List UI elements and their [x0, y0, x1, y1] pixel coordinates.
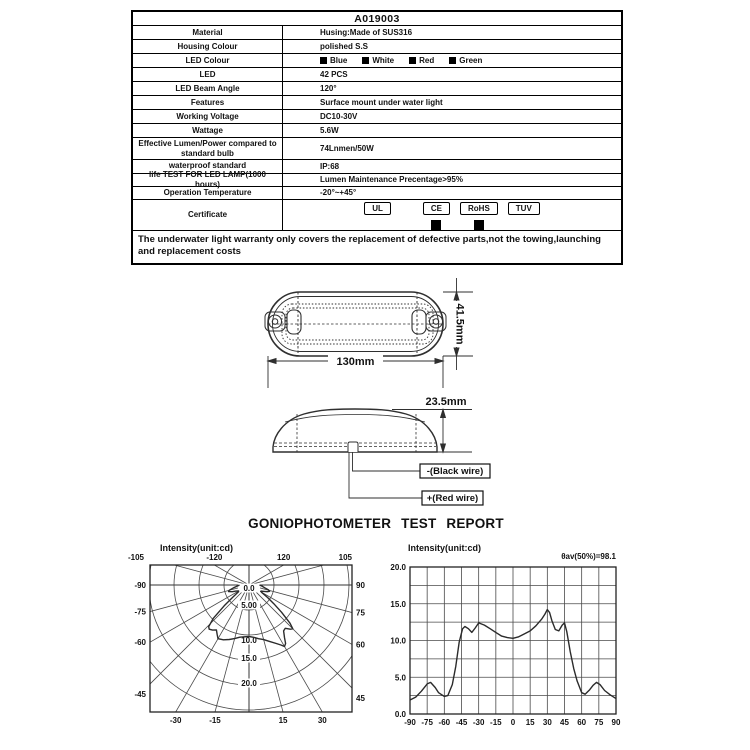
y-axis-labels [390, 563, 406, 719]
svg-text:-15: -15 [490, 718, 502, 727]
spec-label: LED [133, 68, 283, 81]
spec-rows [133, 25, 621, 230]
svg-text:15.0: 15.0 [241, 654, 257, 663]
svg-text:10.0: 10.0 [241, 636, 257, 645]
certificate-group [359, 200, 545, 230]
svg-text:-75: -75 [421, 718, 433, 727]
svg-text:10.0: 10.0 [390, 636, 406, 646]
led-colour-label: Blue [330, 56, 348, 65]
led-colour-option-green [449, 56, 482, 65]
svg-text:75: 75 [594, 718, 604, 727]
spec-label: life TEST FOR LED LAMP(1000 hours) [133, 174, 283, 187]
certificate-checked-mark [474, 220, 484, 230]
svg-text:90: 90 [611, 718, 621, 727]
certificate-item-tuv [508, 202, 540, 230]
side-height-dimension-label: 23.5mm [425, 396, 467, 408]
spec-label: Features [133, 96, 283, 109]
polar-intensity-chart [95, 538, 375, 738]
cartesian-intensity-chart [385, 538, 635, 738]
certificate-box: UL [364, 202, 391, 215]
spec-row [133, 186, 621, 199]
certificate-checked-mark [431, 220, 441, 230]
wire-outlet-notch [348, 442, 358, 452]
spec-value: Lumen Maintenance Precentage>95% [320, 175, 463, 185]
beam-angle-annotation: θav(50%)=98.1 [561, 552, 616, 561]
red-wire-callout [422, 491, 483, 505]
spec-label: Wattage [133, 124, 283, 137]
spec-value [283, 54, 621, 67]
width-dimension-label: 130mm [336, 356, 375, 368]
warranty-note: The underwater light warranty only covers the replacement of defective parts,not the towing,launching and replacement costs [133, 230, 621, 263]
svg-text:0.0: 0.0 [394, 710, 406, 719]
certificate-item-ul [364, 202, 391, 230]
svg-text:5.00: 5.00 [241, 601, 257, 610]
svg-text:15: 15 [525, 718, 535, 727]
spec-label: Operation Temperature [133, 187, 283, 199]
spec-label: Housing Colour [133, 40, 283, 53]
spec-row [133, 109, 621, 123]
svg-text:30: 30 [542, 718, 552, 727]
svg-text:-75: -75 [134, 607, 146, 617]
svg-text:120: 120 [276, 553, 291, 562]
certificate-box: CE [423, 202, 450, 215]
black-wire-label: -(Black wire) [426, 466, 484, 477]
spec-row [133, 39, 621, 53]
line-chart-grid [410, 567, 616, 714]
spec-value: Surface mount under water light [320, 98, 443, 107]
spec-label: waterproof standard [133, 160, 283, 173]
spec-label: Working Voltage [133, 110, 283, 123]
svg-text:-60: -60 [134, 638, 146, 648]
spec-value: 5.6W [320, 126, 339, 135]
led-colour-label: White [372, 56, 395, 65]
black-wire-callout [420, 464, 490, 478]
svg-text:-30: -30 [169, 716, 182, 725]
spec-row [133, 25, 621, 39]
svg-text:60: 60 [577, 718, 587, 727]
spec-label: Effective Lumen/Power compared to standard bulb [133, 138, 283, 159]
height-dimension-label: 41.5mm [453, 303, 466, 345]
spec-row [133, 67, 621, 81]
svg-text:-60: -60 [438, 718, 451, 727]
colour-swatch-icon [320, 57, 327, 64]
spec-row [133, 199, 621, 231]
svg-text:5.0: 5.0 [394, 673, 406, 683]
svg-text:20.0: 20.0 [241, 679, 257, 688]
spec-value: 42 PCS [320, 70, 348, 79]
led-colour-option-red [409, 56, 434, 65]
svg-text:60: 60 [356, 640, 365, 650]
spec-label: LED Beam Angle [133, 82, 283, 95]
svg-text:-45: -45 [134, 690, 146, 699]
colour-swatch-icon [449, 57, 456, 64]
svg-text:15: 15 [278, 716, 288, 725]
spec-value: polished S.S [320, 42, 369, 51]
spec-row [133, 170, 621, 189]
spec-value: IP:68 [320, 161, 340, 171]
svg-text:30: 30 [317, 716, 327, 725]
svg-text:-105: -105 [127, 553, 144, 562]
svg-text:105: 105 [338, 553, 352, 562]
svg-text:45: 45 [560, 718, 569, 727]
led-colour-label: Green [459, 56, 483, 65]
model-number: A019003 [354, 12, 400, 25]
svg-text:20.0: 20.0 [390, 563, 406, 572]
spec-row [133, 95, 621, 109]
wire-callout-lines [349, 452, 422, 498]
svg-text:15.0: 15.0 [390, 599, 406, 609]
led-colour-option-blue [320, 56, 347, 65]
svg-text:-90: -90 [134, 581, 146, 590]
spec-label: Certificate [133, 200, 283, 231]
svg-text:-30: -30 [472, 718, 485, 727]
svg-text:90: 90 [356, 581, 365, 590]
spec-row [133, 53, 621, 67]
certificate-box: RoHS [460, 202, 498, 215]
spec-label: LED Colour [133, 54, 283, 67]
spec-row [133, 81, 621, 95]
svg-text:-45: -45 [455, 718, 468, 727]
spec-value: -20°~+45° [320, 188, 357, 198]
svg-text:0.0: 0.0 [243, 584, 255, 593]
spec-value: 74Lnmen/50W [320, 144, 374, 153]
colour-swatch-icon [362, 57, 369, 64]
report-heading: GONIOPHOTOMETER TEST REPORT [248, 516, 504, 531]
spec-label: Material [133, 26, 283, 39]
spec-value: 120° [320, 84, 337, 93]
x-axis-labels [404, 718, 621, 727]
certificate-item-ce [423, 202, 450, 230]
svg-text:0: 0 [510, 718, 516, 727]
svg-text:-90: -90 [404, 718, 416, 727]
svg-text:-15: -15 [209, 716, 221, 725]
spec-table [131, 10, 623, 265]
spec-value: DC10-30V [320, 112, 358, 121]
spec-row [133, 137, 621, 159]
spec-value [283, 200, 621, 231]
led-colour-label: Red [419, 56, 435, 65]
side-view-drawing [240, 393, 495, 513]
red-wire-label: +(Red wire) [426, 493, 479, 504]
svg-text:75: 75 [356, 608, 365, 618]
svg-text:45: 45 [356, 694, 365, 703]
certificate-item-rohs [460, 202, 498, 230]
polar-chart-title: Intensity(unit:cd) [160, 543, 233, 553]
certificate-box: TUV [508, 202, 540, 215]
svg-text:-120: -120 [206, 553, 223, 562]
line-chart-title: Intensity(unit:cd) [408, 543, 481, 553]
top-view-drawing [240, 270, 490, 395]
colour-swatch-icon [409, 57, 416, 64]
led-colour-option-white [362, 56, 394, 65]
spec-value: Husing:Made of SUS316 [320, 28, 413, 37]
spec-row [133, 123, 621, 137]
